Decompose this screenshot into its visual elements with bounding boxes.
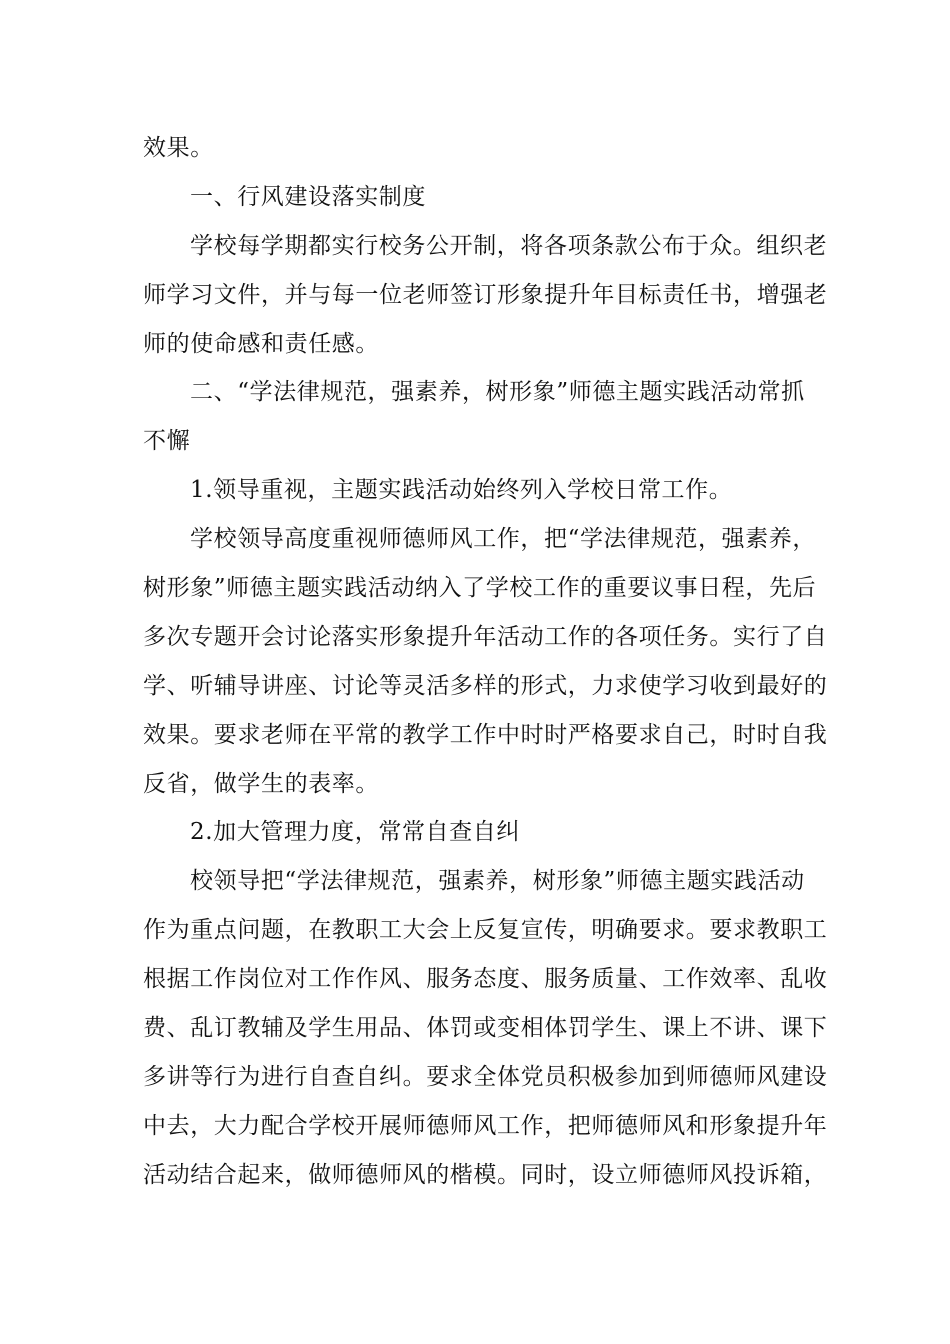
document-body <box>143 124 828 1200</box>
paragraph-line: 师学习文件，并与每一位老师签订形象提升年目标责任书，增强老 <box>143 281 828 308</box>
section-heading-1: 一、行风建设落实制度 <box>190 183 426 210</box>
paragraph-line: 效果。 <box>143 135 214 161</box>
section-heading-2: 二、“学法律规范，强素养，树形象”师德主题实践活动常抓 <box>190 379 805 406</box>
paragraph-line: 中去，大力配合学校开展师德师风工作，把师德师风和形象提升年 <box>143 1112 828 1139</box>
paragraph-line: 多次专题开会讨论落实形象提升年活动工作的各项任务。实行了自 <box>143 623 828 650</box>
paragraph-line: 费、乱订教辅及学生用品、体罚或变相体罚学生、课上不讲、课下 <box>143 1015 828 1042</box>
subheading-2: 2.加大管理力度，常常自查自纠 <box>190 819 520 846</box>
section-heading-2-cont: 不懈 <box>143 428 191 455</box>
paragraph-line: 树形象”师德主题实践活动纳入了学校工作的重要议事日程，先后 <box>143 575 817 602</box>
paragraph-line: 学校每学期都实行校务公开制，将各项条款公布于众。组织老 <box>190 232 828 259</box>
paragraph-line: 师的使命感和责任感。 <box>143 330 379 357</box>
paragraph-line: 学校领导高度重视师德师风工作，把“学法律规范，强素养， <box>190 526 816 553</box>
paragraph-line: 根据工作岗位对工作作风、服务态度、服务质量、工作效率、乱收 <box>143 966 828 993</box>
subheading-1: 1.领导重视，主题实践活动始终列入学校日常工作。 <box>190 477 733 504</box>
paragraph-line: 活动结合起来，做师德师风的楷模。同时，设立师德师风投诉箱， <box>143 1161 828 1188</box>
paragraph-line: 多讲等行为进行自查自纠。要求全体党员积极参加到师德师风建设 <box>143 1063 828 1090</box>
paragraph-line: 效果。要求老师在平常的教学工作中时时严格要求自己，时时自我 <box>143 721 828 748</box>
paragraph-line: 反省，做学生的表率。 <box>143 770 379 797</box>
paragraph-line: 作为重点问题，在教职工大会上反复宣传，明确要求。要求教职工 <box>143 917 828 944</box>
paragraph-line: 校领导把“学法律规范，强素养，树形象”师德主题实践活动 <box>190 868 805 895</box>
paragraph-line: 学、听辅导讲座、讨论等灵活多样的形式，力求使学习收到最好的 <box>143 672 828 699</box>
